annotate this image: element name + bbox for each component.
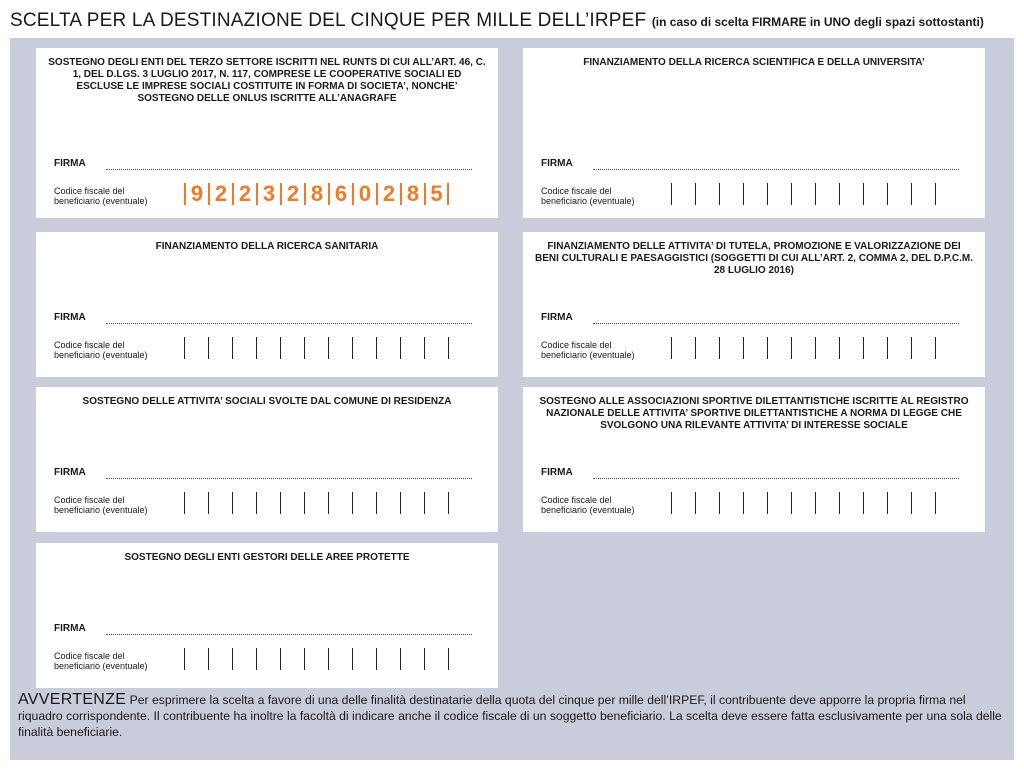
- signature-line[interactable]: [106, 478, 472, 479]
- box-title: SOSTEGNO DELLE ATTIVITA’ SOCIALI SVOLTE DAL COMUNE DI RESIDENZA: [82, 396, 452, 407]
- codice-fiscale-cell[interactable]: [791, 183, 815, 205]
- codice-fiscale-label-line2: beneficiario (eventuale): [541, 505, 635, 515]
- firma-label: FIRMA: [54, 467, 86, 478]
- codice-fiscale-cell[interactable]: [352, 492, 376, 514]
- codice-fiscale-label-line1: Codice fiscale del: [54, 651, 125, 661]
- box-title: FINANZIAMENTO DELLA RICERCA SCIENTIFICA E DELLA UNIVERSITA’: [583, 57, 925, 68]
- codice-fiscale-field[interactable]: [671, 183, 936, 205]
- codice-fiscale-label: [54, 651, 148, 671]
- codice-fiscale-cell[interactable]: [424, 648, 449, 670]
- codice-fiscale-cell[interactable]: [256, 492, 280, 514]
- codice-fiscale-cell[interactable]: [911, 492, 936, 514]
- box-title: FINANZIAMENTO DELLA RICERCA SANITARIA: [155, 241, 379, 252]
- codice-fiscale-label-line1: Codice fiscale del: [54, 340, 125, 350]
- choice-box: [523, 387, 985, 532]
- firma-label: FIRMA: [54, 623, 86, 634]
- choice-box: [36, 232, 498, 377]
- codice-fiscale-cell[interactable]: [184, 648, 208, 670]
- codice-fiscale-cell[interactable]: [304, 337, 328, 359]
- codice-fiscale-cell[interactable]: [743, 337, 767, 359]
- codice-fiscale-cell[interactable]: [695, 337, 719, 359]
- codice-fiscale-cell[interactable]: [671, 492, 695, 514]
- codice-fiscale-cell[interactable]: [208, 648, 232, 670]
- codice-fiscale-cell[interactable]: [328, 337, 352, 359]
- codice-fiscale-cell[interactable]: 6: [328, 183, 352, 205]
- signature-line[interactable]: [106, 323, 472, 324]
- codice-fiscale-cell[interactable]: [791, 337, 815, 359]
- codice-fiscale-cell[interactable]: [184, 337, 208, 359]
- codice-fiscale-label: [54, 340, 148, 360]
- codice-fiscale-cell[interactable]: [280, 648, 304, 670]
- title-main: SCELTA PER LA DESTINAZIONE DEL CINQUE PER MILLE DELL’IRPEF: [10, 10, 647, 31]
- codice-fiscale-cell[interactable]: [328, 648, 352, 670]
- codice-fiscale-field[interactable]: [671, 492, 936, 514]
- signature-line[interactable]: [593, 323, 959, 324]
- codice-fiscale-cell[interactable]: [376, 492, 400, 514]
- codice-fiscale-cell[interactable]: 8: [400, 183, 424, 205]
- codice-fiscale-field[interactable]: [184, 648, 449, 670]
- codice-fiscale-cell[interactable]: [208, 337, 232, 359]
- codice-fiscale-label-line1: Codice fiscale del: [541, 495, 612, 505]
- warning-title: AVVERTENZE: [18, 691, 127, 708]
- codice-fiscale-label-line2: beneficiario (eventuale): [54, 196, 148, 206]
- codice-fiscale-cell[interactable]: [911, 337, 936, 359]
- codice-fiscale-cell[interactable]: [887, 492, 911, 514]
- codice-fiscale-label: [54, 186, 148, 206]
- codice-fiscale-cell[interactable]: [304, 492, 328, 514]
- codice-fiscale-field[interactable]: [184, 337, 449, 359]
- codice-fiscale-label-line2: beneficiario (eventuale): [54, 350, 148, 360]
- codice-fiscale-cell[interactable]: [400, 648, 424, 670]
- codice-fiscale-cell[interactable]: [863, 183, 887, 205]
- codice-fiscale-cell[interactable]: [815, 492, 839, 514]
- page-title: [10, 10, 984, 32]
- codice-fiscale-label-line1: Codice fiscale del: [54, 186, 125, 196]
- codice-fiscale-label-line2: beneficiario (eventuale): [541, 196, 635, 206]
- box-title: SOSTEGNO DEGLI ENTI GESTORI DELLE AREE PROTETTE: [124, 552, 410, 563]
- codice-fiscale-cell[interactable]: [352, 648, 376, 670]
- codice-fiscale-cell[interactable]: [184, 492, 208, 514]
- codice-fiscale-cell[interactable]: [256, 648, 280, 670]
- codice-fiscale-field[interactable]: [184, 183, 449, 205]
- codice-fiscale-cell[interactable]: [232, 648, 256, 670]
- signature-line[interactable]: [593, 169, 959, 170]
- choice-box: [523, 232, 985, 377]
- codice-fiscale-cell[interactable]: [719, 337, 743, 359]
- codice-fiscale-cell[interactable]: [424, 337, 449, 359]
- codice-fiscale-cell[interactable]: [376, 337, 400, 359]
- codice-fiscale-cell[interactable]: [815, 337, 839, 359]
- codice-fiscale-label: [541, 495, 635, 515]
- codice-fiscale-cell[interactable]: [304, 648, 328, 670]
- codice-fiscale-cell[interactable]: [863, 337, 887, 359]
- codice-fiscale-cell[interactable]: [232, 337, 256, 359]
- codice-fiscale-cell[interactable]: [280, 337, 304, 359]
- codice-fiscale-cell[interactable]: 3: [256, 183, 280, 205]
- codice-fiscale-cell[interactable]: [400, 492, 424, 514]
- codice-fiscale-cell[interactable]: 8: [304, 183, 328, 205]
- firma-label: FIRMA: [54, 312, 86, 323]
- codice-fiscale-cell[interactable]: [791, 492, 815, 514]
- firma-label: FIRMA: [541, 312, 573, 323]
- codice-fiscale-cell[interactable]: [671, 183, 695, 205]
- codice-fiscale-cell[interactable]: [743, 183, 767, 205]
- codice-fiscale-cell[interactable]: 2: [280, 183, 304, 205]
- codice-fiscale-cell[interactable]: [352, 337, 376, 359]
- codice-fiscale-cell[interactable]: [208, 492, 232, 514]
- codice-fiscale-field[interactable]: [671, 337, 936, 359]
- codice-fiscale-cell[interactable]: [767, 492, 791, 514]
- codice-fiscale-cell[interactable]: [719, 492, 743, 514]
- codice-fiscale-cell[interactable]: [400, 337, 424, 359]
- codice-fiscale-label-line2: beneficiario (eventuale): [54, 505, 148, 515]
- codice-fiscale-cell[interactable]: [767, 337, 791, 359]
- codice-fiscale-cell[interactable]: [719, 183, 743, 205]
- firma-label: FIRMA: [541, 158, 573, 169]
- codice-fiscale-cell[interactable]: [767, 183, 791, 205]
- codice-fiscale-cell[interactable]: [280, 492, 304, 514]
- codice-fiscale-label-line1: Codice fiscale del: [541, 186, 612, 196]
- codice-fiscale-cell[interactable]: [839, 183, 863, 205]
- codice-fiscale-cell[interactable]: [887, 337, 911, 359]
- codice-fiscale-cell[interactable]: 9: [184, 183, 208, 205]
- codice-fiscale-cell[interactable]: [743, 492, 767, 514]
- title-subtitle: (in caso di scelta FIRMARE in UNO degli spazi sottostanti): [651, 15, 984, 29]
- codice-fiscale-cell[interactable]: 2: [208, 183, 232, 205]
- codice-fiscale-cell[interactable]: [424, 492, 449, 514]
- codice-fiscale-cell[interactable]: [328, 492, 352, 514]
- codice-fiscale-label: [541, 340, 635, 360]
- codice-fiscale-cell[interactable]: [232, 492, 256, 514]
- codice-fiscale-cell[interactable]: 5: [424, 183, 449, 205]
- box-title: SOSTEGNO DEGLI ENTI DEL TERZO SETTORE ISCRITTI NEL RUNTS DI CUI ALL’ART. 46, C. 1, DEL D.LGS. 3 LUGLIO 2017, N. 117, COMPRESE LE COOPERATIVE SOCIALI ED ESCLUSE LE IMPRESE SOCIALI COSTITUITE IN FORMA DI SOCIETA’, NONCHE’ SOSTEGNO DELLE ONLUS ISCRITTE ALL’ANAGRAFE: [48, 57, 486, 104]
- codice-fiscale-label-line1: Codice fiscale del: [541, 340, 612, 350]
- firma-label: FIRMA: [54, 158, 86, 169]
- codice-fiscale-cell[interactable]: [695, 492, 719, 514]
- codice-fiscale-cell[interactable]: [887, 183, 911, 205]
- codice-fiscale-cell[interactable]: [256, 337, 280, 359]
- codice-fiscale-field[interactable]: [184, 492, 449, 514]
- codice-fiscale-cell[interactable]: [376, 648, 400, 670]
- warning-notice: [18, 692, 1008, 740]
- codice-fiscale-cell[interactable]: [695, 183, 719, 205]
- codice-fiscale-cell[interactable]: [671, 337, 695, 359]
- choice-box: [36, 48, 498, 218]
- codice-fiscale-label: [541, 186, 635, 206]
- codice-fiscale-cell[interactable]: 0: [352, 183, 376, 205]
- codice-fiscale-label: [54, 495, 148, 515]
- codice-fiscale-cell[interactable]: 2: [232, 183, 256, 205]
- warning-text: Per esprimere la scelta a favore di una delle finalità destinatarie della quota del cinque per mille dell’IRPEF, il contribuente deve apporre la propria firma nel riquadro corrispondente. Il contribuente ha inoltre la facoltà di indicare anche il codice fiscale di un soggetto beneficiario. La scelta deve essere fatta esclusivamente per una sola delle finalità beneficiarie.: [18, 693, 1002, 739]
- codice-fiscale-cell[interactable]: [911, 183, 936, 205]
- codice-fiscale-cell[interactable]: 2: [376, 183, 400, 205]
- codice-fiscale-cell[interactable]: [839, 492, 863, 514]
- signature-line[interactable]: [593, 478, 959, 479]
- codice-fiscale-cell[interactable]: [815, 183, 839, 205]
- codice-fiscale-label-line2: beneficiario (eventuale): [541, 350, 635, 360]
- codice-fiscale-label-line1: Codice fiscale del: [54, 495, 125, 505]
- signature-line[interactable]: [106, 634, 472, 635]
- choice-box: [36, 543, 498, 688]
- codice-fiscale-label-line2: beneficiario (eventuale): [54, 661, 148, 671]
- box-title: SOSTEGNO ALLE ASSOCIAZIONI SPORTIVE DILETTANTISTICHE ISCRITTE AL REGISTRO NAZIONALE DELLE ATTIVITA’ SPORTIVE DILETTANTISTICHE A NORMA DI LEGGE CHE SVOLGONO UNA RILEVANTE ATTIVITA’ DI INTERESSE SOCIALE: [539, 396, 969, 431]
- choice-box: [36, 387, 498, 532]
- box-title: FINANZIAMENTO DELLE ATTIVITA’ DI TUTELA, PROMOZIONE E VALORIZZAZIONE DEI BENI CULTURALI E PAESAGGISTICI (SOGGETTI DI CUI ALL’ART. 2, COMMA 2, DEL D.P.C.M. 28 LUGLIO 2016): [535, 241, 973, 276]
- codice-fiscale-cell[interactable]: [863, 492, 887, 514]
- signature-line[interactable]: [106, 169, 472, 170]
- firma-label: FIRMA: [541, 467, 573, 478]
- codice-fiscale-cell[interactable]: [839, 337, 863, 359]
- choice-box: [523, 48, 985, 218]
